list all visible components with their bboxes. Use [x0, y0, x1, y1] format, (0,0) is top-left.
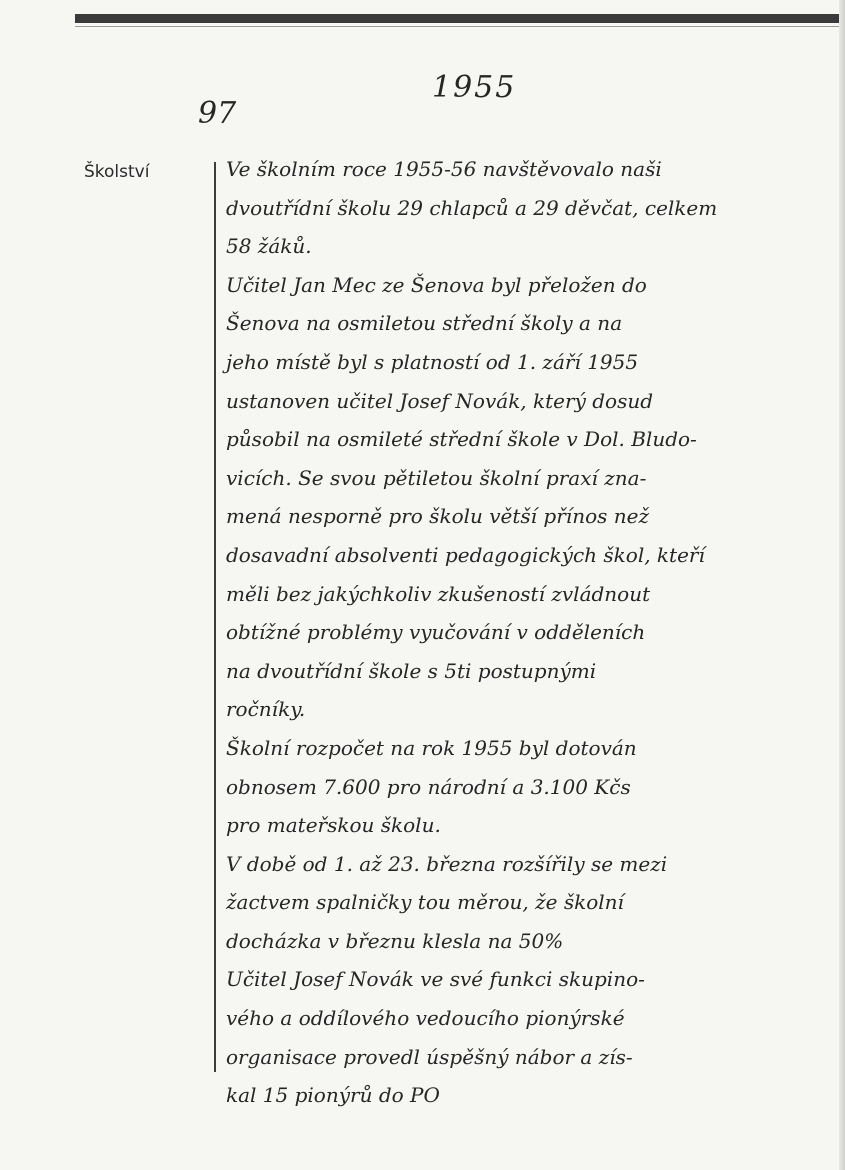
- text-line: ročníky.: [226, 697, 306, 722]
- text-line: dosavadní absolventi pedagogických škol, kteří: [226, 542, 705, 567]
- text-line: ustanoven učitel Josef Novák, který dosud: [226, 388, 654, 413]
- text-line: Učitel Jan Mec ze Šenova byl přeložen do: [226, 272, 647, 297]
- text-line: 58 žáků.: [226, 234, 312, 259]
- top-border-rule: [75, 14, 845, 23]
- text-line: obtížné problémy vyučování v odděleních: [226, 620, 646, 645]
- text-line: kal 15 pionýrů do PO: [226, 1083, 440, 1108]
- margin-rule: [214, 162, 216, 1072]
- text-line: na dvoutřídní škole s 5ti postupnými: [226, 658, 597, 683]
- handwritten-body: [226, 150, 761, 1115]
- text-line: Ve školním roce 1955-56 navštěvovalo naši: [226, 157, 662, 181]
- year-heading: 1955: [432, 70, 517, 105]
- text-line: vého a oddílového vedoucího pionýrské: [226, 1006, 625, 1031]
- top-border-thin-rule: [75, 26, 845, 27]
- text-line: pro mateřskou školu.: [226, 813, 441, 838]
- text-line: žactvem spalničky tou měrou, že školní: [226, 890, 624, 915]
- text-line: docházka v březnu klesla na 50%: [226, 928, 564, 953]
- text-line: působil na osmileté střední škole v Dol. Bludo-: [226, 427, 697, 452]
- text-line: Učitel Josef Novák ve své funkci skupino-: [226, 967, 645, 992]
- text-line: V době od 1. až 23. března rozšířily se mezi: [226, 851, 668, 876]
- section-label: Školství: [84, 162, 150, 182]
- text-line: jeho místě byl s platností od 1. září 1955: [226, 349, 639, 374]
- text-line: měli bez jakýchkoliv zkušeností zvládnout: [226, 581, 651, 606]
- text-line: vicích. Se svou pětiletou školní praxí zna-: [226, 465, 647, 490]
- text-line: dvoutřídní školu 29 chlapců a 29 děvčat, celkem: [226, 195, 718, 220]
- text-line: obnosem 7.600 pro národní a 3.100 Kčs: [226, 774, 631, 799]
- page-edge-shadow: [839, 0, 845, 1170]
- text-line: Šenova na osmiletou střední školy a na: [226, 311, 623, 336]
- text-line: mená nesporně pro školu větší přínos než: [226, 504, 649, 529]
- text-line: organisace provedl úspěšný nábor a zís-: [226, 1044, 633, 1069]
- page-number: 97: [198, 96, 237, 131]
- text-line: Školní rozpočet na rok 1955 byl dotován: [226, 735, 637, 760]
